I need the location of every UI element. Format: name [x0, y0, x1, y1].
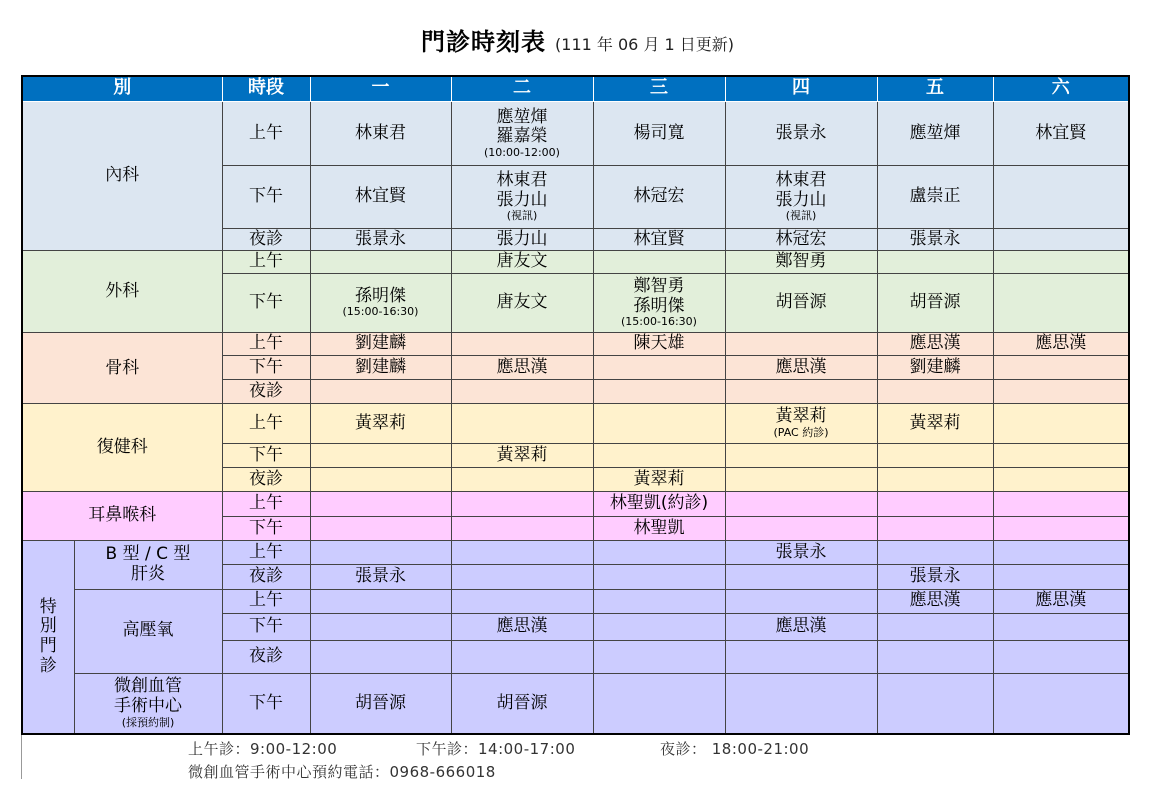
cell: [725, 379, 877, 403]
cell: [451, 565, 593, 589]
cell: [451, 404, 593, 443]
slot-am: 上午: [222, 333, 310, 355]
cell: [593, 355, 725, 379]
cell: [993, 565, 1129, 589]
cell: [310, 613, 451, 640]
slot-am: 上午: [222, 251, 310, 273]
am-hours: 上午診：9:00-12:00: [188, 740, 338, 758]
cell: [451, 166, 593, 229]
cell: [451, 379, 593, 403]
cell: [725, 333, 877, 355]
doctor-name: 應堃煇: [496, 106, 548, 127]
cell: [310, 516, 451, 540]
slot-am: 上午: [222, 492, 310, 516]
dept-hyperbaric: 高壓氧: [74, 589, 222, 673]
cell: [993, 641, 1129, 673]
slot-pm: 下午: [222, 443, 310, 467]
cell: 應思漢: [877, 589, 993, 613]
time-note: (15:00-16:30): [342, 305, 419, 319]
cell: 黃翠莉: [451, 443, 593, 467]
cell: [877, 492, 993, 516]
cell: [451, 101, 593, 166]
time-note: (15:00-16:30): [621, 315, 697, 329]
cell: 胡晉源: [725, 273, 877, 333]
dept-ortho: 骨科: [22, 333, 222, 404]
cell: [725, 443, 877, 467]
cell: [993, 379, 1129, 403]
cell: [725, 492, 877, 516]
table-row: [22, 540, 1129, 564]
cell: 張景永: [725, 101, 877, 166]
cell: [877, 673, 993, 734]
table-row: [22, 404, 1129, 443]
divider: [21, 735, 22, 779]
header-slot: 時段: [222, 76, 310, 101]
table-row: [22, 333, 1129, 355]
cell: 應思漢: [993, 589, 1129, 613]
cell: [593, 443, 725, 467]
slot-am: 上午: [222, 404, 310, 443]
cell: 應思漢: [451, 355, 593, 379]
slot-am: 上午: [222, 101, 310, 166]
cell: 張景永: [310, 565, 451, 589]
dept-ent: 耳鼻喉科: [22, 492, 222, 541]
cell: [725, 565, 877, 589]
cell: [310, 589, 451, 613]
cell: 應思漢: [993, 333, 1129, 355]
reservation-note: (採預約制): [121, 715, 175, 729]
cell: [993, 166, 1129, 229]
cell: 林東君: [310, 101, 451, 166]
doctor-name: 張力山: [775, 189, 827, 210]
header-row: [22, 76, 1129, 101]
slot-pm: 下午: [222, 166, 310, 229]
slot-am: 上午: [222, 589, 310, 613]
dept-vascular: [74, 673, 222, 734]
cell: 黃翠莉: [593, 468, 725, 492]
cell: 應堃煇: [877, 101, 993, 166]
table-row: [22, 589, 1129, 613]
doctor-name: 孫明傑: [633, 295, 685, 316]
cell: [993, 404, 1129, 443]
slot-pm: 下午: [222, 516, 310, 540]
cell: 胡晉源: [877, 273, 993, 333]
cell: [593, 379, 725, 403]
title-main: 門診時刻表: [420, 28, 546, 56]
slot-pm: 下午: [222, 355, 310, 379]
slot-night: 夜診: [222, 641, 310, 673]
cell: 林冠宏: [725, 229, 877, 251]
cell: 陳天雄: [593, 333, 725, 355]
cell: 應思漢: [877, 333, 993, 355]
cell: [310, 273, 451, 333]
cell: [593, 404, 725, 443]
doctor-name: 林東君: [775, 170, 827, 191]
doctor-name: 鄭智勇: [633, 276, 685, 297]
slot-pm: 下午: [222, 613, 310, 640]
cell: [593, 565, 725, 589]
cell: 唐友文: [451, 273, 593, 333]
doctor-name: 羅嘉榮: [496, 126, 548, 147]
header-mon: 一: [310, 76, 451, 101]
dept-rehab: 復健科: [22, 404, 222, 492]
dept-bc-hepatitis: B 型 / C 型 肝炎: [74, 540, 222, 589]
cell: 張景永: [310, 229, 451, 251]
cell: 林聖凱: [593, 516, 725, 540]
header-dept: 別: [22, 76, 222, 101]
table-row: [22, 101, 1129, 166]
cell: [451, 641, 593, 673]
header-fri: 五: [877, 76, 993, 101]
table-row: [22, 251, 1129, 273]
header-wed: 三: [593, 76, 725, 101]
cell: 黃翠莉: [877, 404, 993, 443]
slot-pm: 下午: [222, 673, 310, 734]
cell: 應思漢: [451, 613, 593, 640]
cell: [310, 379, 451, 403]
header-thu: 四: [725, 76, 877, 101]
slot-pm: 下午: [222, 273, 310, 333]
cell: 張景永: [877, 229, 993, 251]
cell: 林宜賢: [310, 166, 451, 229]
page-title: [0, 22, 1155, 57]
cell: 林聖凱(約診): [593, 492, 725, 516]
pac-note: (PAC 約診): [773, 425, 829, 439]
cell: [877, 251, 993, 273]
cell: 林冠宏: [593, 166, 725, 229]
cell: [451, 540, 593, 564]
cell: [451, 468, 593, 492]
cell: [593, 273, 725, 333]
cell: 張力山: [451, 229, 593, 251]
cell: 應思漢: [725, 355, 877, 379]
slot-night: 夜診: [222, 565, 310, 589]
cell: 林宜賢: [593, 229, 725, 251]
cell: [451, 516, 593, 540]
doctor-name: 林東君: [496, 170, 548, 191]
pm-hours: 下午診：14:00-17:00: [416, 740, 576, 758]
cell: [993, 468, 1129, 492]
cell: [593, 251, 725, 273]
slot-am: 上午: [222, 540, 310, 564]
video-note: (視訊): [785, 209, 817, 223]
cell: 林宜賢: [993, 101, 1129, 166]
cell: [877, 516, 993, 540]
table-row: [22, 492, 1129, 516]
cell: [877, 641, 993, 673]
cell: [310, 540, 451, 564]
slot-night: 夜診: [222, 468, 310, 492]
time-note: (10:00-12:00): [484, 145, 560, 159]
cell: [451, 333, 593, 355]
cell: [725, 516, 877, 540]
cell: [725, 641, 877, 673]
dept-special: [22, 540, 74, 734]
cell: [993, 229, 1129, 251]
cell: 胡晉源: [451, 673, 593, 734]
cell: [310, 492, 451, 516]
dept-special-label: 特 別 門 診: [39, 596, 57, 676]
cell: [877, 613, 993, 640]
cell: [593, 613, 725, 640]
doctor-name: 孫明傑: [355, 285, 406, 306]
title-update-date: (111 年 06 月 1 日更新): [555, 35, 735, 54]
doctor-name: 張力山: [496, 189, 548, 210]
cell: 應思漢: [725, 613, 877, 640]
cell: [725, 468, 877, 492]
table-row: [22, 673, 1129, 734]
header-sat: 六: [993, 76, 1129, 101]
cell: [310, 468, 451, 492]
cell: [725, 166, 877, 229]
cell: 楊司寬: [593, 101, 725, 166]
cell: 鄭智勇: [725, 251, 877, 273]
cell: 張景永: [877, 565, 993, 589]
cell: [725, 589, 877, 613]
cell: [593, 540, 725, 564]
cell: [451, 492, 593, 516]
cell: 劉建麟: [877, 355, 993, 379]
cell: [725, 404, 877, 443]
slot-night: 夜診: [222, 379, 310, 403]
slot-night: 夜診: [222, 229, 310, 251]
cell: [593, 673, 725, 734]
doctor-name: 黃翠莉: [775, 406, 827, 427]
cell: [725, 673, 877, 734]
cell: [877, 468, 993, 492]
cell: 唐友文: [451, 251, 593, 273]
cell: 張景永: [725, 540, 877, 564]
night-hours: 夜診： 18:00-21:00: [660, 740, 810, 758]
cell: [993, 673, 1129, 734]
cell: [993, 273, 1129, 333]
header-tue: 二: [451, 76, 593, 101]
cell: [310, 641, 451, 673]
cell: [993, 613, 1129, 640]
dept-vascular-label: 微創血管 手術中心: [114, 676, 182, 716]
cell: [877, 379, 993, 403]
clinic-hours: [188, 738, 809, 759]
clinic-schedule-table: [21, 75, 1130, 735]
cell: [593, 641, 725, 673]
cell: 盧崇正: [877, 166, 993, 229]
video-note: (視訊): [506, 209, 538, 223]
cell: 胡晉源: [310, 673, 451, 734]
dept-internal: 內科: [22, 101, 222, 251]
cell: [993, 516, 1129, 540]
cell: [310, 251, 451, 273]
cell: [993, 492, 1129, 516]
cell: [993, 355, 1129, 379]
booking-phone: 微創血管手術中心預約電話：0968-666018: [188, 763, 496, 781]
cell: 劉建麟: [310, 333, 451, 355]
dept-surgery: 外科: [22, 251, 222, 333]
cell: [993, 540, 1129, 564]
cell: [877, 443, 993, 467]
cell: [877, 540, 993, 564]
cell: [993, 251, 1129, 273]
cell: [993, 443, 1129, 467]
cell: [310, 443, 451, 467]
cell: [451, 589, 593, 613]
cell: 劉建麟: [310, 355, 451, 379]
cell: [593, 589, 725, 613]
cell: 黃翠莉: [310, 404, 451, 443]
